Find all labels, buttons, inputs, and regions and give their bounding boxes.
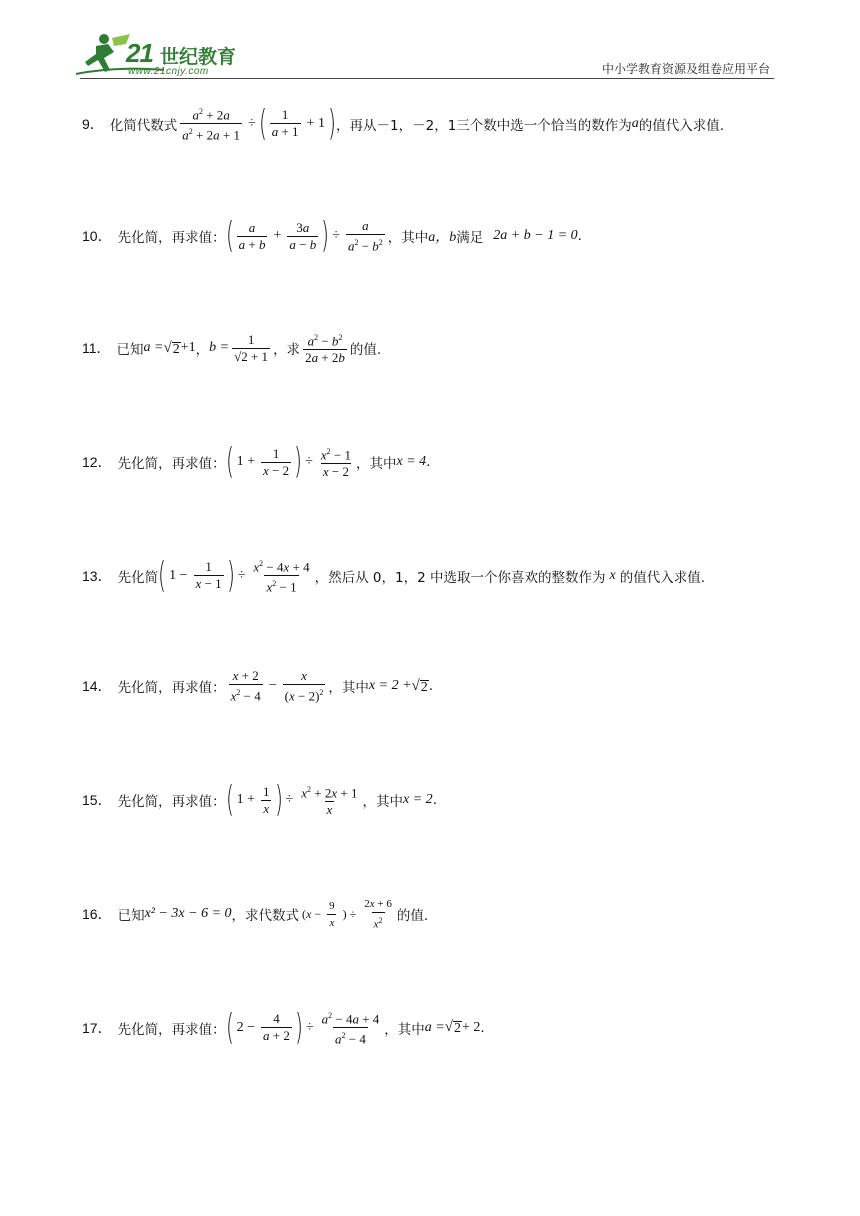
variable: a，b (428, 230, 457, 246)
problem-10: 10． 先化简，再求值： ( $\frac{a}{a + b}$ + $\frac{3a}{a - b}$ ) ÷ $\frac{a}{a^2 - b^2}$ ，其中 a，b 满足 2a + b − 1 = 0 . (82, 215, 582, 257)
sqrt-two: √ 2 (163, 339, 180, 357)
sqrt-two: √ 2 (444, 1019, 461, 1037)
sqrt-two: √ 2 (411, 677, 428, 695)
problem-16: 16． 已知 x² − 3x − 6 = 0 ，求代数式 (x − $\frac{9}{x}$ ) ÷ $\frac{2x + 6}{x^2}$ 的值. (82, 898, 429, 931)
problem-15: 15． 先化简，再求值： ( 1 + $\frac{1}{x}$ ) ÷ $\frac{x^2 + 2x + 1}{x}$ ，其中 x = 2 . (82, 779, 437, 821)
fraction: $\frac{a^2 + 2a}{a^2 + 2a + 1}$ (182, 107, 240, 143)
problem-text: ，其中 (362, 794, 404, 811)
fraction: $\frac{x^2 - 4x + 4}{x^2 - 1}$ (253, 559, 310, 595)
problem-text: 先化简，再求值： (117, 1021, 226, 1038)
problem-text: . (577, 228, 582, 245)
problem-text: . (428, 678, 434, 695)
header-divider (80, 78, 774, 79)
problem-17: 17． 先化简，再求值： ( 2 − $\frac{4}{a + 2}$ ) ÷ $\frac{a^2 - 4a + 4}{a^2 - 4}$ ，其中 a = √ 2 + 2 . (82, 1006, 485, 1048)
logo-url: www.21cnjy.com (128, 66, 209, 77)
problem-text: ，其中 (387, 230, 429, 247)
condition: x = 2 (403, 792, 433, 808)
logo-number: 21 (126, 38, 153, 68)
equation: b = (209, 340, 230, 356)
problem-text: 先化简，再求值： (117, 794, 226, 811)
condition: x = 4 (396, 454, 427, 470)
problem-number: 17． (82, 1019, 112, 1036)
fraction: $\frac{x}{(x - 2)^2}$ (284, 668, 324, 704)
problem-text: 满足 (456, 230, 484, 247)
equation: a = (143, 340, 164, 356)
problem-number: 13． (82, 567, 112, 584)
problem-12: 12． 先化简，再求值： ( 1 + $\frac{1}{x - 2}$ ) ÷ $\frac{x^2 - 1}{x - 2}$ ，其中 x = 4 . (82, 441, 431, 483)
problem-text: ，求 (273, 342, 301, 359)
fraction: $\frac{a}{a^2 - b^2}$ (347, 218, 383, 254)
problem-14: 14． 先化简，再求值： $\frac{x + 2}{x^2 - 4}$ − $\frac{x}{(x - 2)^2}$ ，其中 x = 2 + √ 2 . (82, 668, 434, 704)
problem-text: 已知 (116, 342, 144, 359)
platform-title: 中小学教育资源及组卷应用平台 (601, 62, 770, 76)
fraction: $\frac{1}{x}$ (263, 783, 270, 816)
problem-values: －1，－2，1 (376, 117, 457, 134)
problem-text: ，其中 (356, 456, 397, 473)
equation: + 2 (461, 1019, 481, 1035)
fraction: $\frac{2x + 6}{x^2}$ (364, 898, 392, 931)
problem-text: ，其中 (384, 1021, 425, 1038)
problem-number: 14． (82, 678, 112, 695)
fraction: $\frac{x^2 + 2x + 1}{x}$ (301, 785, 358, 818)
variable: x (609, 567, 616, 583)
condition: x = 2 + (368, 678, 412, 694)
problem-text: 的值代入求值. (619, 569, 706, 586)
variable: a (631, 115, 639, 131)
problem-text: . (426, 454, 431, 471)
problem-text: 的值. (349, 342, 382, 359)
fraction: $\frac{1}{x - 2}$ (263, 445, 290, 478)
fraction: $\frac{4}{a + 2}$ (263, 1011, 290, 1044)
fraction: $\frac{a^2 - 4a + 4}{a^2 - 4}$ (321, 1011, 380, 1047)
equation: +1 (180, 340, 196, 356)
fraction: $\frac{9}{x}$ (329, 899, 335, 929)
problem-number: 10． (82, 228, 112, 245)
problem-number: 9． (82, 115, 104, 132)
equation: x² − 3x − 6 = 0 (144, 906, 232, 922)
logo-chinese: 世纪教育 (160, 46, 237, 68)
problem-text: ，其中 (328, 680, 369, 697)
problem-text: 先化简，再求值： (117, 680, 226, 697)
problem-text: ，求代数式 (231, 908, 300, 925)
problem-text: 的值代入求值. (638, 117, 725, 134)
problem-text: 先化简，再求值： (117, 456, 226, 473)
problem-text: ，再从 (336, 117, 377, 134)
problem-number: 11． (82, 340, 111, 357)
problem-number: 16． (82, 906, 112, 923)
problem-number: 12． (82, 454, 112, 471)
problem-text: 的值. (396, 908, 429, 925)
fraction: $\frac{x + 2}{x^2 - 4}$ (230, 668, 261, 704)
problem-text: . (480, 1019, 485, 1036)
page-header (0, 0, 860, 80)
problem-text: 已知 (117, 908, 145, 925)
problem-text: 化简代数式 (109, 117, 178, 134)
fraction: $\frac{3a}{a - b}$ (289, 219, 317, 252)
problem-text: 先化简 (117, 569, 159, 586)
fraction: $\frac{1}{a + 1}$ (271, 107, 299, 140)
problem-text: 先化简，再求值： (117, 230, 226, 247)
fraction: $\frac{a^2 - b^2}{2a + 2b}$ (305, 333, 345, 366)
problem-text: ，然后从 0，1，2 中选取一个你喜欢的整数作为 (314, 569, 606, 586)
condition: 2a + b − 1 = 0 (493, 228, 578, 244)
fraction: $\frac{1}{x - 1}$ (195, 559, 222, 592)
equation: a = (424, 1019, 445, 1035)
problem-number: 15． (82, 792, 112, 809)
fraction: $\frac{a}{a + b}$ (238, 219, 266, 252)
problem-text: ， (195, 342, 210, 359)
fraction: $\frac{1}{√2 + 1}$ (234, 331, 269, 364)
problem-9: 9． 化简代数式 $\frac{a^2 + 2a}{a^2 + 2a + 1}$ ÷ ( $\frac{1}{a + 1}$ + 1 ) ，再从 －1，－2，1 三个数中选一个恰当的数作为 a 的值代入求值. (82, 102, 725, 144)
problem-11 (82, 330, 381, 366)
problem-text: 三个数中选一个恰当的数作为 (456, 117, 632, 134)
problem-text: . (432, 792, 437, 809)
problem-13: 13． 先化简 ( 1 − $\frac{1}{x - 1}$ ) ÷ $\frac{x^2 - 4x + 4}{x^2 - 1}$ ，然后从 0，1，2 中选取一个你喜欢的整数作为 x 的值代入求值. (82, 554, 706, 596)
fraction: $\frac{x^2 - 1}{x - 2}$ (320, 447, 352, 480)
